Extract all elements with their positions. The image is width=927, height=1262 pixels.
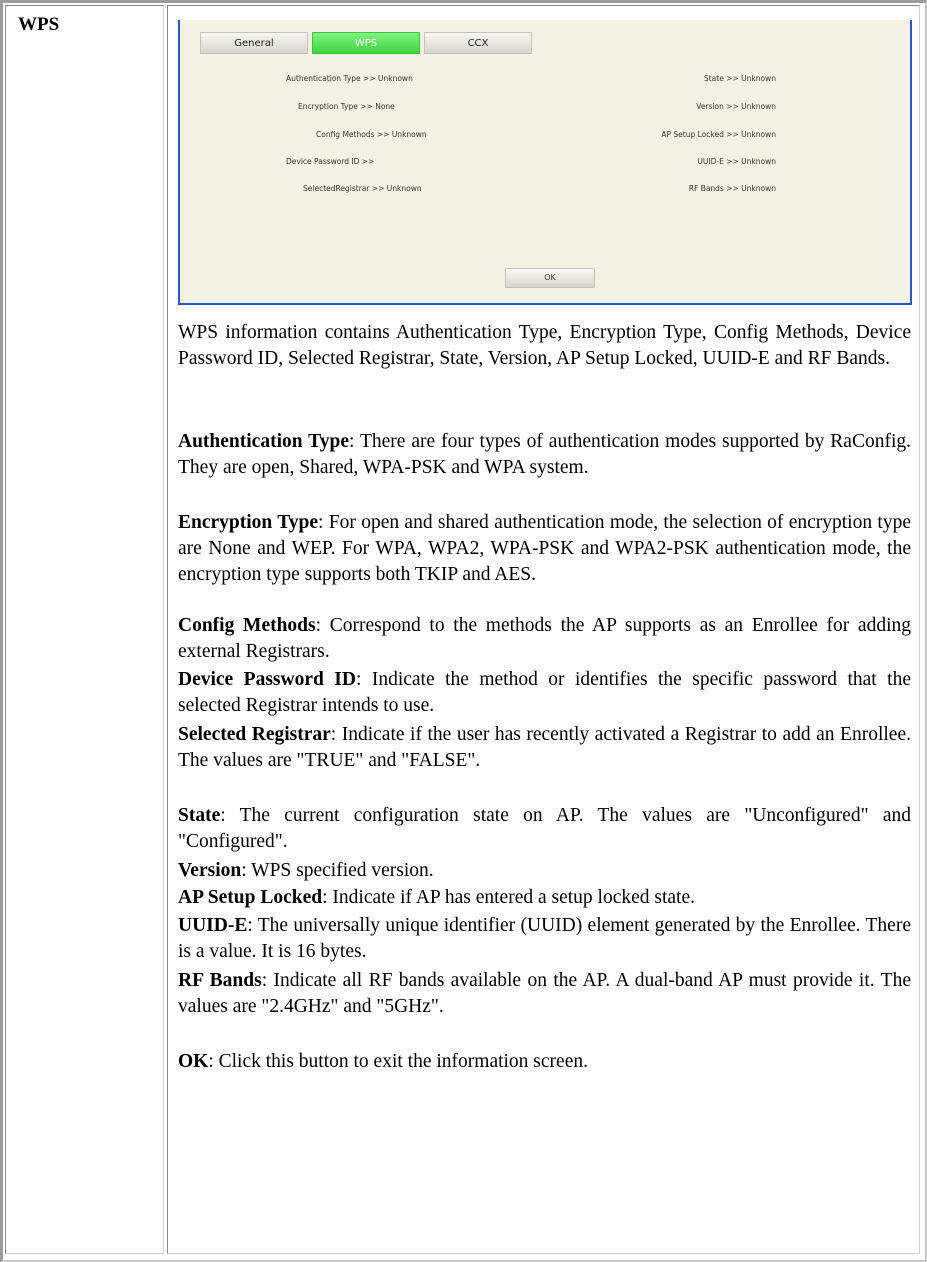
definition-text: : WPS specified version. (241, 860, 434, 881)
definition-text: : Indicate all RF bands available on the AP. A dual-band AP must provide it. The values are "2.4GHz" and "5GHz". (178, 970, 911, 1017)
definition-selected-registrar (178, 722, 911, 774)
definition-device-password-id (178, 667, 911, 719)
definition-term: Authentication Type (178, 431, 349, 452)
definition-text: : Indicate if AP has entered a setup locked state. (322, 887, 696, 908)
version-value: Version >> Unknown (696, 102, 776, 111)
tab-wps[interactable]: WPS (312, 32, 420, 54)
definition-term: OK (178, 1051, 209, 1072)
definition-term: AP Setup Locked (178, 887, 323, 908)
device-password-id-value: Device Password ID >> (286, 157, 375, 166)
definition-text: : The universally unique identifier (UUID) element generated by the Enrollee. There is a value. It is 16 bytes. (178, 915, 911, 962)
ok-button[interactable]: OK (505, 268, 595, 288)
definition-ok (178, 1049, 911, 1075)
definition-text: : There are four types of authentication modes supported by RaConfig. They are open, Shared, WPA-PSK and WPA system. (178, 431, 911, 478)
definition-config-methods (178, 613, 911, 665)
tab-bar (180, 20, 910, 58)
rf-bands-value: RF Bands >> Unknown (688, 184, 776, 193)
definition-text: : The current configuration state on AP. The values are "Unconfigured" and "Configured". (178, 805, 911, 852)
definition-uuid-e (178, 913, 911, 965)
selected-registrar-value: SelectedRegistrar >> Unknown (303, 184, 422, 193)
state-value: State >> Unknown (703, 74, 776, 83)
definition-term: RF Bands (178, 970, 262, 991)
definition-term: Selected Registrar (178, 724, 331, 745)
definition-encryption-type (178, 510, 911, 588)
config-methods-value: Config Methods >> Unknown (316, 130, 427, 139)
definition-text: : Indicate if the user has recently activated a Registrar to add an Enrollee. The values are "TRUE" and "FALSE". (178, 724, 911, 771)
definition-text: : Click this button to exit the information screen. (208, 1051, 588, 1072)
intro-paragraph: WPS information contains Authentication Type, Encryption Type, Config Methods, Device Password ID, Selected Registrar, State, Version, AP Setup Locked, UUID-E and RF Bands. (178, 322, 911, 369)
definition-ap-setup-locked (178, 885, 911, 911)
definition-term: UUID-E (178, 915, 248, 936)
definition-term: Encryption Type (178, 512, 319, 533)
definition-rf-bands (178, 968, 911, 1020)
definition-version (178, 858, 911, 884)
definition-text: : Indicate the method or identifies the specific password that the selected Registrar intends to use. (178, 669, 911, 716)
definition-authentication-type (178, 429, 911, 481)
uuid-e-value: UUID-E >> Unknown (697, 157, 776, 166)
authentication-type-value: Authentication Type >> Unknown (286, 74, 413, 83)
ap-setup-locked-value: AP Setup Locked >> Unknown (661, 130, 776, 139)
wps-info-panel (178, 20, 912, 305)
definition-term: Device Password ID (178, 669, 356, 690)
encryption-type-value: Encryption Type >> None (298, 102, 395, 111)
definition-state (178, 803, 911, 855)
definition-term: Version (178, 860, 242, 881)
definition-text: : For open and shared authentication mode, the selection of encryption type are None and WEP. For WPA, WPA2, WPA-PSK and WPA2-PSK authentication mode, the encryption type supports both TKIP and AES. (178, 512, 911, 585)
tab-ccx[interactable]: CCX (424, 32, 532, 54)
definition-term: State (178, 805, 221, 826)
section-label: WPS (18, 14, 60, 35)
tab-general[interactable]: General (200, 32, 308, 54)
definition-term: Config Methods (178, 615, 316, 636)
label-cell (5, 5, 164, 1254)
definition-text: : Correspond to the methods the AP supports as an Enrollee for adding external Registrars. (178, 615, 911, 662)
